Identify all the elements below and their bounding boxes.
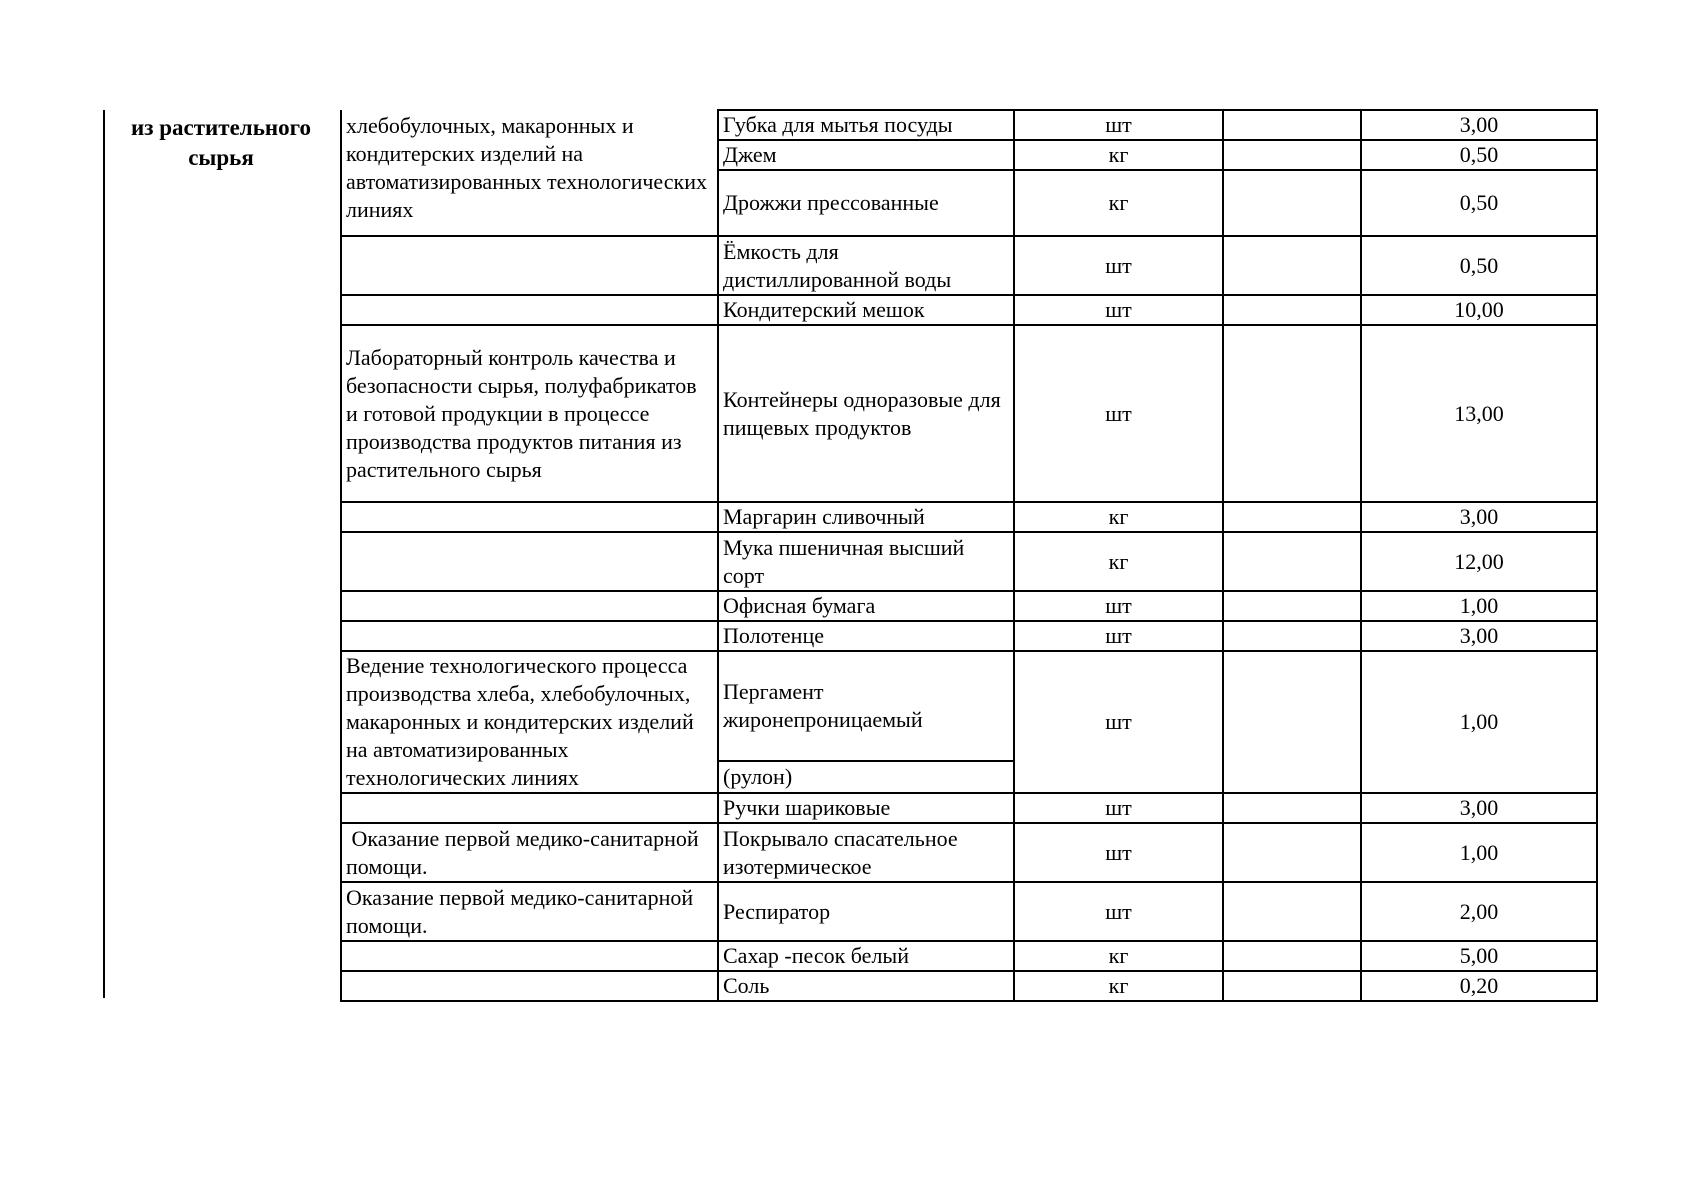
extra-cell [1223,621,1361,651]
table-row [341,325,1597,502]
item-cell: Контейнеры одноразовые для пищевых продуктов [718,325,1014,502]
item-cell: Дрожжи прессованные [718,170,1014,236]
process-cell [341,971,718,1001]
table-row [341,793,1597,823]
item-cell: Полотенце [718,621,1014,651]
qty-cell: 3,00 [1361,793,1597,823]
item-cell: Сахар -песок белый [718,941,1014,971]
qty-cell: 10,00 [1361,295,1597,325]
process-cell [341,295,718,325]
qty-cell: 0,50 [1361,140,1597,170]
qty-cell: 13,00 [1361,325,1597,502]
table-row [341,823,1597,882]
qty-cell: 0,50 [1361,236,1597,295]
qty-cell: 5,00 [1361,941,1597,971]
table-row [341,236,1597,295]
process-cell [341,941,718,971]
extra-cell [1223,110,1361,140]
consumables-table [340,109,1598,1002]
unit-cell: кг [1014,170,1223,236]
item-cell: Губка для мытья посуды [718,110,1014,140]
item-cell: Офисная бумага [718,591,1014,621]
unit-cell: шт [1014,621,1223,651]
section-title-line-1: из растительного [131,115,311,140]
item-cell: Маргарин сливочный [718,502,1014,532]
table-row [341,621,1597,651]
extra-cell [1223,651,1361,793]
process-cell [341,793,718,823]
table-row [341,502,1597,532]
process-cell [341,621,718,651]
unit-cell: шт [1014,110,1223,140]
item-cell: Джем [718,140,1014,170]
unit-cell: шт [1014,591,1223,621]
qty-cell: 3,00 [1361,110,1597,140]
table-row [341,110,1597,140]
item-cell: Покрывало спасательное изотермическое [718,823,1014,882]
item-cell: Пергамент жиронепроницаемый [718,651,1014,761]
unit-cell: шт [1014,295,1223,325]
unit-cell: шт [1014,236,1223,295]
qty-cell: 1,00 [1361,591,1597,621]
table-row [341,941,1597,971]
qty-cell: 0,50 [1361,170,1597,236]
unit-cell: кг [1014,532,1223,591]
process-cell [341,502,718,532]
qty-cell: 1,00 [1361,823,1597,882]
qty-cell: 3,00 [1361,502,1597,532]
section-title [112,113,330,173]
section-title-line-2: сырья [188,145,254,170]
extra-cell [1223,295,1361,325]
extra-cell [1223,532,1361,591]
extra-cell [1223,971,1361,1001]
process-text: хлебобулочных, макаронных и кондитерских изделий на автоматизированных технологических линиях [346,113,707,222]
extra-cell [1223,140,1361,170]
table-row [341,532,1597,591]
extra-cell [1223,793,1361,823]
unit-cell: шт [1014,823,1223,882]
process-cell [341,236,718,295]
item-sub-cell: (рулон) [718,761,1014,793]
left-border-line [103,110,105,998]
extra-cell [1223,325,1361,502]
process-cell: Ведение технологического процесса производства хлеба, хлебобулочных, макаронных и кондитерских изделий на автоматизированных технологических линиях [341,651,718,793]
table-row [341,295,1597,325]
unit-cell: шт [1014,325,1223,502]
extra-cell [1223,591,1361,621]
extra-cell [1223,941,1361,971]
table-row [341,882,1597,941]
item-cell: Респиратор [718,882,1014,941]
unit-cell: шт [1014,793,1223,823]
extra-cell [1223,823,1361,882]
extra-cell [1223,236,1361,295]
table-row [341,591,1597,621]
process-cell: Лабораторный контроль качества и безопасности сырья, полуфабрикатов и готовой продукции в процессе производства продуктов питания из растительного сырья [341,325,718,502]
qty-cell: 2,00 [1361,882,1597,941]
extra-cell [1223,882,1361,941]
item-cell: Кондитерский мешок [718,295,1014,325]
process-cell: Оказание первой медико-санитарной помощи. [341,882,718,941]
table-row [341,971,1597,1001]
qty-cell: 3,00 [1361,621,1597,651]
process-cell [341,532,718,591]
unit-cell: кг [1014,502,1223,532]
unit-cell: кг [1014,941,1223,971]
qty-cell: 1,00 [1361,651,1597,793]
unit-cell: кг [1014,140,1223,170]
extra-cell [1223,502,1361,532]
unit-cell: шт [1014,882,1223,941]
unit-cell: шт [1014,651,1223,793]
qty-cell: 0,20 [1361,971,1597,1001]
item-cell: Соль [718,971,1014,1001]
process-cell: Оказание первой медико-санитарной помощи. [341,823,718,882]
process-cell [341,110,718,236]
unit-cell: кг [1014,971,1223,1001]
item-cell: Ручки шариковые [718,793,1014,823]
process-cell [341,591,718,621]
item-cell: Мука пшеничная высший сорт [718,532,1014,591]
table-row [341,651,1597,761]
item-cell: Ёмкость для дистиллированной воды [718,236,1014,295]
extra-cell [1223,170,1361,236]
qty-cell: 12,00 [1361,532,1597,591]
